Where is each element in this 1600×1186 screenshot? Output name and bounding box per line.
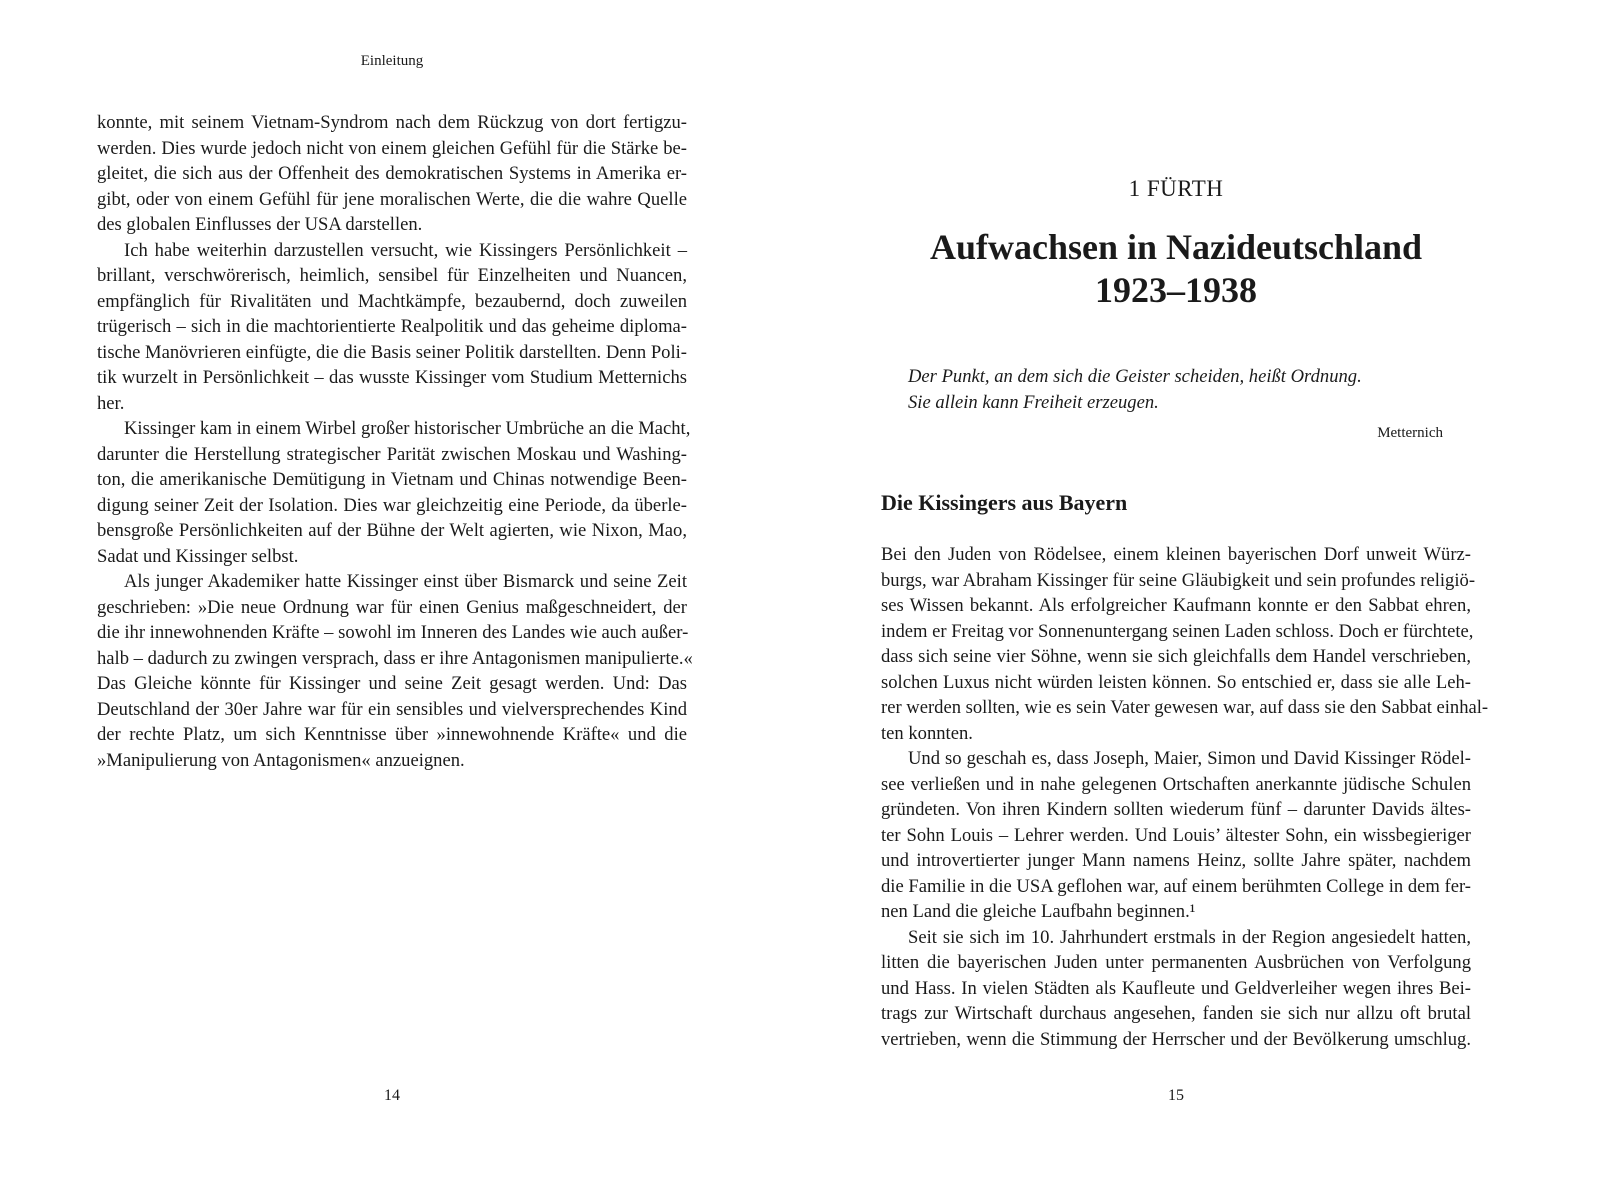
text-line: solchen Luxus nicht würden leisten können. So entschied er, dass sie alle Leh-: [881, 671, 1471, 693]
text-line: trags zur Wirtschaft durchaus angesehen, fanden sie sich nur allzu oft brutal: [881, 1003, 1471, 1024]
text-line: konnte, mit seinem Vietnam-Syndrom nach dem Rückzug von dort fertigzu-: [97, 112, 687, 133]
text-line: Bei den Juden von Rödelsee, einem kleinen bayerischen Dorf unweit Würz-: [881, 544, 1471, 565]
epigraph: [908, 364, 1362, 415]
left-page-body: [97, 110, 693, 773]
text-line: rer werden sollten, wie es sein Vater gewesen war, auf dass sie den Sabbat einhal-: [881, 697, 1489, 718]
text-line: Sadat und Kissinger selbst.: [97, 545, 299, 567]
text-line: der rechte Platz, um sich Kenntnisse über »innewohnende Kräfte« und die: [97, 724, 687, 745]
text-line: und introvertierter junger Mann namens Heinz, sollte Jahre später, nachdem: [881, 850, 1471, 871]
text-line: »Manipulierung von Antagonismen« anzueignen.: [97, 749, 465, 771]
epigraph-line1: Der Punkt, an dem sich die Geister scheiden, heißt Ordnung.: [908, 366, 1362, 387]
text-line: trügerisch – sich in die machtorientierte Realpolitik und das geheime diploma-: [97, 316, 687, 337]
text-line: vertrieben, wenn die Stimmung der Herrscher und der Bevölkerung umschlug.: [881, 1028, 1471, 1050]
page-number-right: 15: [1168, 1087, 1184, 1104]
text-line: ter Sohn Louis – Lehrer werden. Und Louis’ ältester Sohn, ein wissbegieriger: [881, 824, 1471, 846]
text-line: indem er Freitag vor Sonnenuntergang seinen Laden schloss. Doch er fürchtete,: [881, 620, 1474, 642]
text-line: ten konnten.: [881, 722, 973, 744]
text-line: Ich habe weiterhin darzustellen versucht, wie Kissingers Persönlichkeit –: [124, 239, 687, 261]
text-line: halb – dadurch zu zwingen versprach, dass er ihre Antagonismen manipulierte.«: [97, 647, 693, 669]
text-line: ton, die amerikanische Demütigung in Vietnam und Chinas notwendige Been-: [97, 469, 687, 490]
text-line: brillant, verschwörerisch, heimlich, sensibel für Einzelheiten und Nuancen,: [97, 265, 687, 286]
chapter-title: [881, 226, 1471, 312]
text-line: Seit sie sich im 10. Jahrhundert erstmals in der Region angesiedelt hatten,: [908, 926, 1471, 948]
text-line: dass sich seine vier Söhne, wenn sie sich gleichfalls dem Handel verschrieben,: [881, 646, 1471, 667]
text-line: darunter die Herstellung strategischer Parität zwischen Moskau und Washing-: [97, 443, 687, 465]
text-line: Als junger Akademiker hatte Kissinger einst über Bismarck und seine Zeit: [124, 571, 687, 592]
section-heading: Die Kissingers aus Bayern: [881, 490, 1128, 515]
epigraph-source: Metternich: [1377, 425, 1443, 441]
chapter-number: 1 FÜRTH: [1128, 176, 1224, 201]
text-line: tik wurzelt in Persönlichkeit – das wusste Kissinger vom Studium Metternichs: [97, 367, 687, 388]
text-line: her.: [97, 392, 125, 414]
text-line: gibt, oder von einem Gefühl für jene moralischen Werte, die die wahre Quelle: [97, 188, 687, 210]
text-line: Das Gleiche könnte für Kissinger und seine Zeit gesagt werden. Und: Das: [97, 673, 687, 694]
text-line: litten die bayerischen Juden unter permanenten Ausbrüchen von Verfolgung: [881, 952, 1471, 973]
text-line: digung seiner Zeit der Isolation. Dies war gleichzeitig eine Periode, da überle-: [97, 494, 687, 516]
chapter-title-line1: Aufwachsen in Nazideutschland: [929, 227, 1423, 267]
text-line: des globalen Einflusses der USA darstellen.: [97, 214, 423, 235]
text-line: geschrieben: »Die neue Ordnung war für einen Genius maßgeschneidert, der: [97, 596, 687, 618]
text-line: gleitet, die sich aus der Offenheit des demokratischen Systems in Amerika er-: [97, 163, 687, 184]
chapter-title-line2: 1923–1938: [1095, 270, 1257, 310]
text-line: und Hass. In vielen Städten als Kaufleute und Geldverleiher wegen ihres Bei-: [881, 977, 1471, 999]
text-line: bensgroße Persönlichkeiten auf der Bühne der Welt agierten, wie Nixon, Mao,: [97, 520, 687, 541]
right-page-body: [881, 542, 1489, 1052]
text-line: die Familie in die USA geflohen war, auf einem berühmten College in dem fer-: [881, 875, 1471, 897]
text-line: werden. Dies wurde jedoch nicht von einem gleichen Gefühl für die Stärke be-: [97, 137, 687, 159]
text-line: Kissinger kam in einem Wirbel großer historischer Umbrüche an die Macht,: [124, 418, 691, 439]
text-line: empfänglich für Rivalitäten und Machtkämpfe, bezaubernd, doch zuweilen: [97, 290, 687, 312]
text-line: see verließen und in nahe gelegenen Ortschaften anerkannte jüdische Schulen: [881, 773, 1471, 795]
epigraph-line2: Sie allein kann Freiheit erzeugen.: [908, 391, 1159, 413]
text-line: die ihr innewohnenden Kräfte – sowohl im Inneren des Landes wie auch außer-: [97, 622, 689, 643]
text-line: Und so geschah es, dass Joseph, Maier, Simon und David Kissinger Rödel-: [908, 748, 1471, 769]
running-head: Einleitung: [360, 53, 424, 69]
text-line: Deutschland der 30er Jahre war für ein sensibles und vielversprechendes Kind: [97, 698, 687, 720]
page-number-left: 14: [384, 1087, 400, 1104]
text-line: ses Wissen bekannt. Als erfolgreicher Kaufmann konnte er den Sabbat ehren,: [881, 595, 1471, 616]
text-line: nen Land die gleiche Laufbahn beginnen.¹: [881, 901, 1196, 922]
text-line: burgs, war Abraham Kissinger für seine Gläubigkeit und sein profundes religiö-: [881, 569, 1476, 591]
text-line: gründeten. Von ihren Kindern sollten wiederum fünf – darunter Davids ältes-: [881, 799, 1471, 820]
text-line: tische Manövrieren einfügte, die die Basis seiner Politik darstellten. Denn Poli-: [97, 341, 687, 363]
